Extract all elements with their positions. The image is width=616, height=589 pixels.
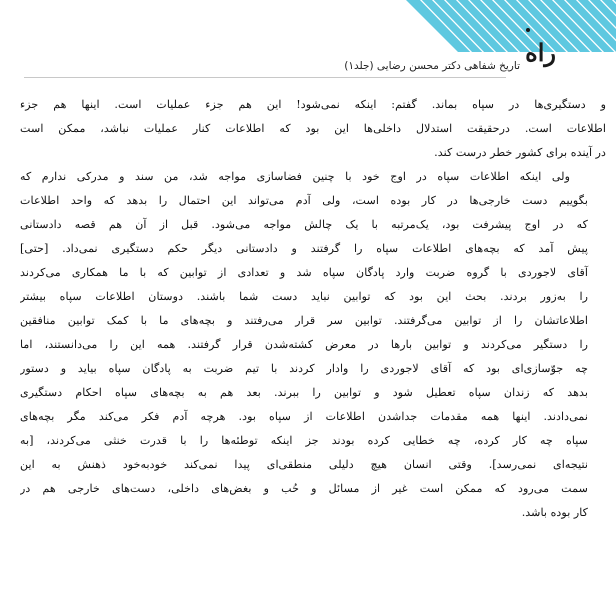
text-line: که در اوج پیشرفت بود، یک‌مرتبه با یک چالش مواجه می‌شود. قبل از آن هم قصه دادستانی bbox=[20, 218, 588, 231]
text-line: اطلاعات است. درحقیقت استدلال داخلی‌ها این بود که اطلاعات کنار عملیات نباشد، ممکن است bbox=[20, 122, 606, 135]
text-line: را دستگیر می‌کردند و توابین بارها در معرض کشته‌شدن قرار گرفتند. همه این را می‌دانستند، اما bbox=[20, 338, 588, 351]
text-line: ولی اینکه اطلاعات سپاه در اوج خود با چنین فضاسازی مواجه شد، من سند و مدرکی ندارم که bbox=[20, 170, 570, 183]
running-head: تاریخ شفاهی دکتر محسن رضایی (جلد۱) bbox=[344, 60, 520, 72]
publisher-logo: راه bbox=[525, 38, 556, 67]
text-line: چه جوّسازی‌ای بود که آقای لاجوردی را وادار کردند با تیم ضربت به پادگان سپاه بیاید و دستور bbox=[20, 362, 588, 375]
text-line: در آینده برای کشور خطر درست کند. bbox=[434, 146, 606, 159]
paragraph-1 bbox=[20, 93, 606, 165]
text-line: سپاه چه کار کرده، چه خطایی کرده بودند جز اینکه توطئه‌ها را با قدرت خنثی می‌کردند، [به bbox=[20, 434, 588, 447]
text-line: را بەزور بردند. بحث این بود که توابین نباید دست شما باشند. دوستان اطلاعات سپاه بیشتر bbox=[20, 290, 588, 303]
paragraph-2 bbox=[20, 165, 606, 525]
text-line: نمی‌دادند. اینها همه مقدمات جداشدن اطلاعات از سپاه بود. هرچه آدم فکر می‌کند مگر بچه‌های bbox=[20, 410, 588, 423]
header-decoration bbox=[406, 0, 616, 52]
header-divider bbox=[24, 77, 506, 78]
text-line: بگوییم دست خارجی‌ها در کار بوده است، ولی آدم می‌تواند این احتمال را بدهد که واحد اطلاعات bbox=[20, 194, 588, 207]
text-line: سمت می‌رود که ممکن است غیر از مسائل و حُب و بغض‌های داخلی، دست‌های خارجی هم در bbox=[20, 482, 588, 495]
text-line: نتیجه‌ای نمی‌رسد]. وقتی انسان هیچ دلیلی منطقی‌ای پیدا نمی‌کند خودبه‌خود ذهنش به این bbox=[20, 458, 588, 471]
text-line: آقای لاجوردی با گروه ضربت وارد پادگان سپاه شد و تعدادی از توابین که با ما همکاری می‌کردند bbox=[20, 266, 588, 279]
text-line: بدهد که زندان سپاه تعطیل شود و توابین را ببرند. بعد هم به بچه‌های سپاه احکام دستگیری bbox=[20, 386, 588, 399]
text-line: اطلاعاتشان را از توابین می‌گرفتند. توابین سر قرار می‌رفتند و بچه‌های ما با کمک توابین منافقین bbox=[20, 314, 588, 327]
text-line: و دستگیری‌ها در سپاه بماند. گفتم: اینکه نمی‌شود! این هم جزء عملیات است. اینها هم جزء bbox=[20, 98, 606, 111]
logo-dot bbox=[526, 28, 530, 32]
diagonal-stripes-decoration bbox=[406, 0, 616, 52]
text-line: کار بوده باشد. bbox=[521, 506, 588, 519]
text-line: پیش آمد که بچه‌های اطلاعات سپاه را گرفتند و دادستانی دیگر حکم دستگیری نمی‌داد. [حتی] bbox=[20, 242, 588, 255]
page-body bbox=[20, 93, 606, 525]
